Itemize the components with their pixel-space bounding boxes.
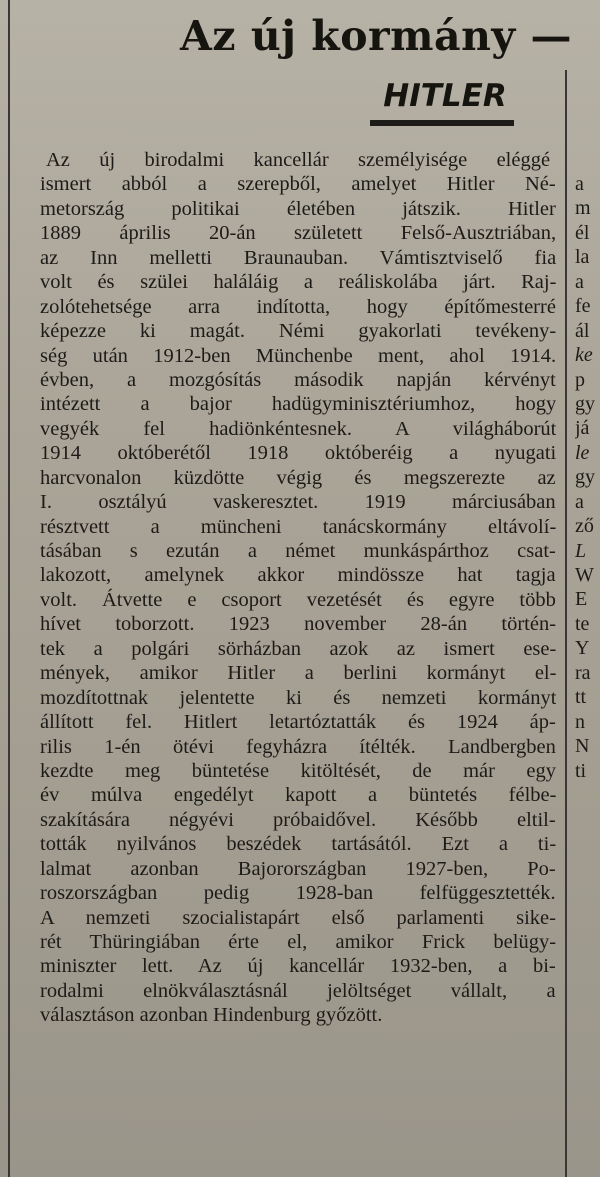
article-line: évben, a mozgósítás második napján kérvényt bbox=[40, 368, 556, 391]
next-column-line: a bbox=[575, 270, 584, 293]
article-line: ismert abból a szerepből, amelyet Hitler Né- bbox=[40, 173, 556, 196]
next-column-fragment bbox=[575, 172, 600, 783]
right-column-rule bbox=[565, 70, 567, 1177]
article-line: miniszter lett. Az új kancellár 1932-ben, a bi- bbox=[40, 955, 556, 978]
next-column-line: W bbox=[575, 564, 594, 586]
article-line: szakítására négyévi próbaidővel. Később eltil- bbox=[40, 808, 556, 831]
article-line: harcvonalon küzdötte végig és megszerezte az bbox=[40, 466, 556, 489]
next-column-line: gy bbox=[575, 392, 595, 415]
headline: Az új kormány — bbox=[180, 12, 572, 60]
article-line: év múlva engedélyt kapott a büntetés félbe- bbox=[40, 784, 556, 807]
article-line: 1889 április 20-án született Felső-Ausztriában, bbox=[40, 222, 556, 245]
article-body bbox=[40, 148, 556, 1028]
article-line: rilis 1-én ötévi fegyházra ítélték. Landbergben bbox=[40, 735, 556, 758]
article-line: Az új birodalmi kancellár személyisége eléggé bbox=[46, 149, 551, 171]
article-line: A nemzeti szocialistapárt első parlamenti sike- bbox=[40, 906, 556, 929]
next-column-line: n bbox=[575, 710, 585, 733]
article-line: intézett a bajor hadügyminisztériumhoz, hogy bbox=[40, 393, 556, 416]
article-line: mozdítottnak jelentette ki és nemzeti kormányt bbox=[40, 686, 556, 709]
next-column-line: Y bbox=[575, 637, 590, 660]
article-line: volt. Átvette e csoport vezetését és egyre több bbox=[40, 588, 556, 611]
article-line: ség után 1912-ben Münchenbe ment, ahol 1914. bbox=[40, 344, 556, 367]
article-line: vegyék fel hadiönkéntesnek. A világháborút bbox=[40, 417, 556, 440]
article-line: tásában s ezután a német munkáspárthoz csat- bbox=[40, 540, 556, 562]
next-column-line: le bbox=[575, 441, 590, 464]
article-line: volt és szülei haláláig a reáliskolába járt. Raj- bbox=[40, 271, 556, 294]
article-line: zolótehetsége arra indította, hogy építőmesterré bbox=[40, 295, 556, 318]
article-line: lakozott, amelynek akkor mindössze hat tagja bbox=[40, 564, 556, 587]
left-column-rule bbox=[8, 0, 10, 1177]
next-column-line: N bbox=[575, 735, 590, 758]
next-column-line: ző bbox=[575, 515, 594, 538]
article-line: roszországban pedig 1928-ban felfüggesztették. bbox=[40, 882, 556, 905]
article-line: 1914 októberétől 1918 októberéig a nyugati bbox=[40, 442, 556, 465]
next-column-line: ke bbox=[575, 344, 593, 367]
article-line: rét Thüringiában érte el, amikor Frick belügy- bbox=[40, 931, 556, 953]
next-column-line: m bbox=[575, 197, 591, 220]
article-line: I. osztályú vaskeresztet. 1919 márciusában bbox=[40, 491, 556, 514]
article-line: állított fel. Hitlert letartóztatták és 1924 áp- bbox=[40, 711, 556, 734]
next-column-line: gy bbox=[575, 466, 595, 489]
next-column-line: já bbox=[575, 417, 590, 440]
next-column-line: a bbox=[575, 490, 584, 513]
article-line: kezdte meg büntetése kitöltését, de már egy bbox=[40, 759, 556, 782]
subhead-underline bbox=[370, 120, 514, 126]
article-line: mények, amikor Hitler a berlini kormányt el- bbox=[40, 662, 556, 685]
next-column-line: la bbox=[575, 246, 590, 269]
article-line: képezze ki magát. Némi gyakorlati tevékeny- bbox=[40, 320, 556, 343]
next-column-line: fe bbox=[575, 295, 591, 318]
next-column-line: E bbox=[575, 588, 588, 611]
article-line: metország politikai életében játszik. Hitler bbox=[40, 197, 556, 220]
article-line: lalmat azonban Bajorországban 1927-ben, Po- bbox=[40, 857, 556, 880]
article-line: résztvett a müncheni tanácskormány eltávolí- bbox=[40, 515, 556, 538]
next-column-line: p bbox=[575, 368, 585, 391]
next-column-line: L bbox=[575, 539, 587, 562]
article-line: tották nyilvános beszédek tartásától. Ezt a ti- bbox=[40, 833, 556, 856]
article-subhead: HITLER bbox=[383, 78, 507, 114]
next-column-line: ál bbox=[575, 319, 590, 342]
next-column-line: tt bbox=[575, 686, 587, 709]
article-line: tek a polgári sörházban azok az ismert ese- bbox=[40, 637, 556, 660]
article-line: az Inn melletti Braunauban. Vámtisztviselő fia bbox=[40, 246, 556, 269]
article-line: hívet toborzott. 1923 november 28-án történ- bbox=[40, 613, 556, 636]
next-column-line: él bbox=[575, 221, 590, 244]
next-column-line: a bbox=[575, 173, 584, 195]
article-line: rodalmi elnökválasztásnál jelöltséget vállalt, a bbox=[40, 979, 556, 1002]
article-line: választáson azonban Hindenburg győzött. bbox=[40, 1004, 383, 1027]
next-column-line: ti bbox=[575, 759, 587, 782]
next-column-line: ra bbox=[575, 661, 591, 684]
next-column-line: te bbox=[575, 612, 590, 635]
